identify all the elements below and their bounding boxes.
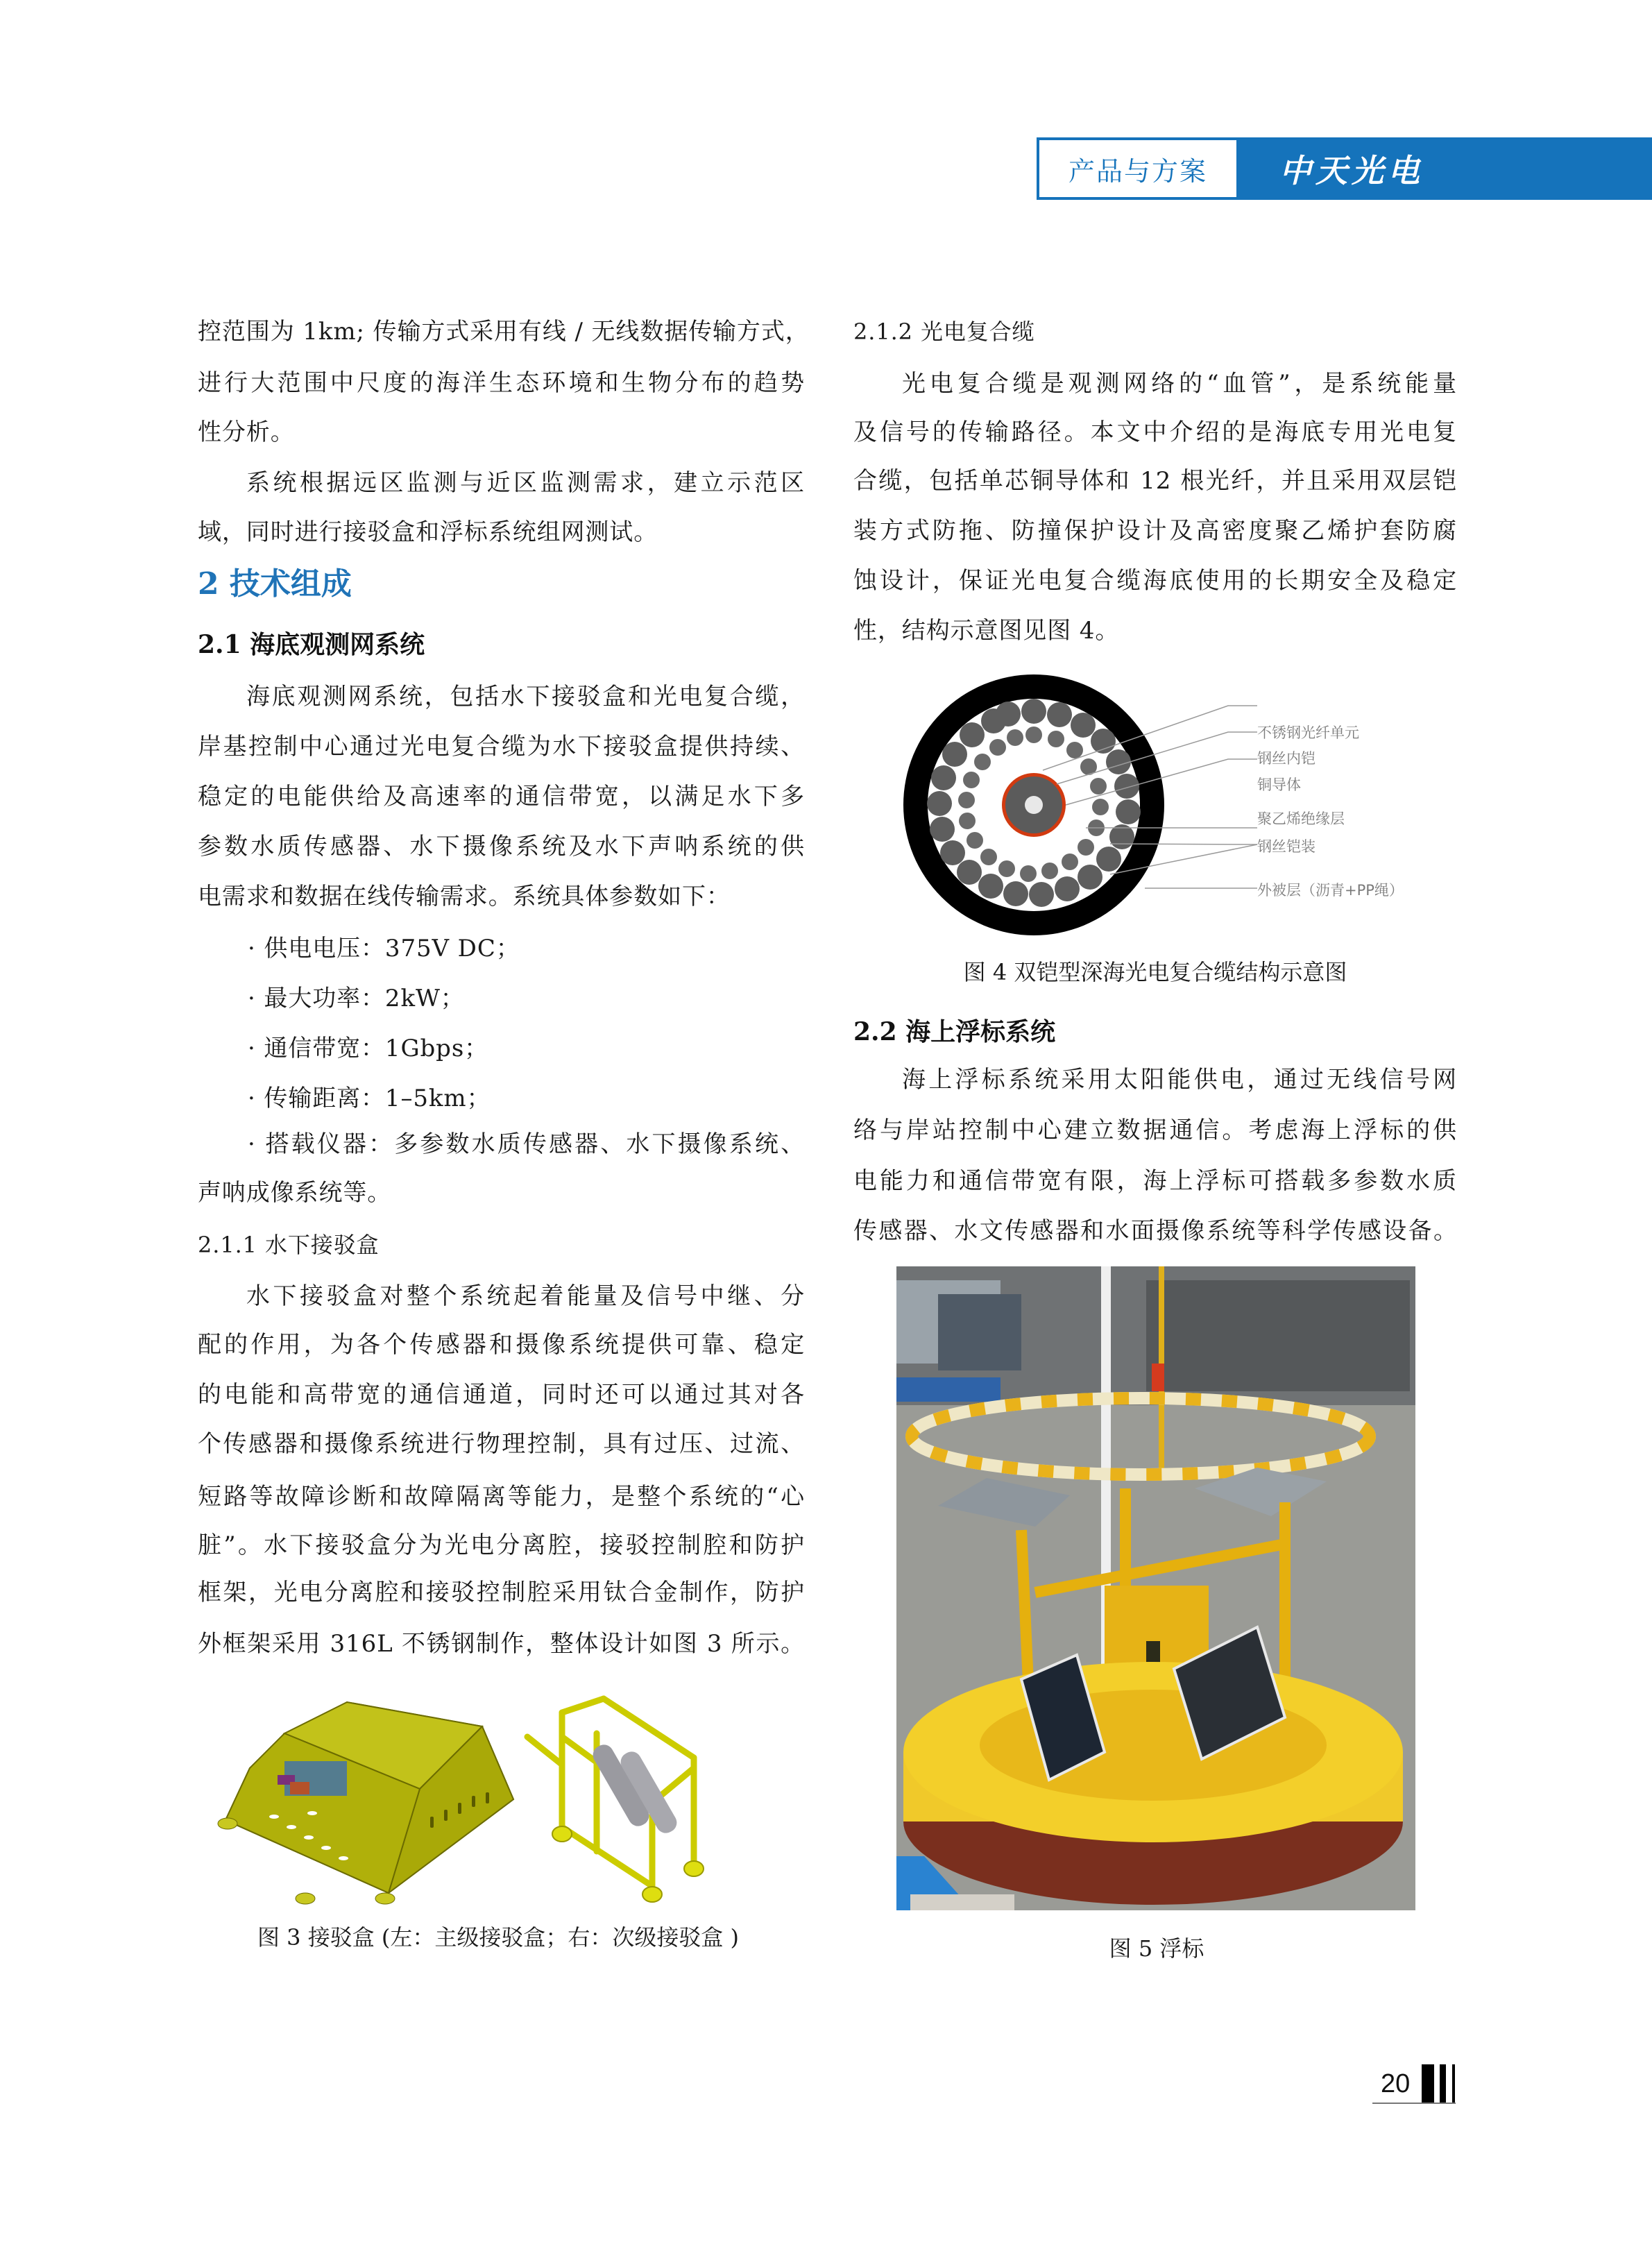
brand-logo-text: 中天光电	[1279, 152, 1424, 189]
paragraph-line: 参数水质传感器、水下摄像系统及水下声呐系统的供	[198, 833, 805, 860]
paragraph-line: 性分析。	[198, 418, 295, 446]
figure-4-label: 铜导体	[1257, 776, 1301, 793]
figure-3-caption: 图 3 接驳盒 (左：主级接驳盒；右：次级接驳盒 )	[257, 1924, 740, 1951]
figure-4-cable-cross-section	[895, 666, 1436, 944]
section-label: 产品与方案	[1068, 155, 1207, 187]
param-item-distance: · 传输距离：1–5km；	[248, 1085, 491, 1112]
subsubsection-heading: 2.1.1 水下接驳盒	[198, 1232, 380, 1258]
paragraph-line: 域，同时进行接驳盒和浮标系统组网测试。	[198, 518, 658, 546]
figure-4-caption: 图 4 双铠型深海光电复合缆结构示意图	[963, 959, 1347, 985]
figure-3-junction-box-image	[208, 1678, 763, 1907]
figure-4-label: 外被层（沥青+PP绳）	[1257, 882, 1404, 899]
paragraph-line: 的电能和高带宽的通信通道，同时还可以通过其对各	[198, 1381, 805, 1409]
param-item-bandwidth: · 通信带宽：1Gbps；	[248, 1035, 489, 1062]
paragraph-line: 传感器、水文传感器和水面摄像系统等科学传感设备。	[853, 1217, 1457, 1245]
paragraph-line: 外框架采用 316L 不锈钢制作，整体设计如图 3 所示。	[198, 1630, 805, 1658]
subsection-heading: 2.1 海底观测网系统	[198, 630, 425, 659]
paragraph-line: 框架，光电分离腔和接驳控制腔采用钛合金制作，防护	[198, 1579, 805, 1606]
paragraph-line: 水下接驳盒对整个系统起着能量及信号中继、分	[246, 1282, 805, 1310]
primary-junction-box-drawing	[218, 1702, 513, 1904]
page-mark-bar	[1452, 2064, 1455, 2104]
paragraph-line: 蚀设计，保证光电复合缆海底使用的长期安全及稳定	[853, 567, 1457, 595]
section-label-box	[1037, 137, 1239, 200]
paragraph-line: 海底观测网系统，包括水下接驳盒和光电复合缆，	[246, 683, 805, 711]
paragraph-line: 电能力和通信带宽有限，海上浮标可搭载多参数水质	[853, 1167, 1457, 1195]
paragraph-line: 个传感器和摄像系统进行物理控制，具有过压、过流、	[198, 1430, 805, 1458]
figure-5-caption: 图 5 浮标	[1109, 1935, 1204, 1962]
figure-4-label: 钢丝内铠	[1257, 750, 1315, 767]
param-item-power: · 最大功率：2kW；	[248, 985, 465, 1012]
paragraph-line: 稳定的电能供给及高速率的通信带宽，以满足水下多	[198, 783, 805, 810]
paragraph-line: 光电复合缆是观测网络的“血管”，是系统能量	[902, 370, 1457, 398]
figure-4-label: 不锈钢光纤单元	[1257, 724, 1359, 741]
paragraph-line: 电需求和数据在线传输需求。系统具体参数如下：	[198, 883, 731, 910]
paragraph-line: 及信号的传输路径。本文中介绍的是海底专用光电复	[853, 418, 1457, 446]
paragraph-line: 系统根据远区监测与近区监测需求，建立示范区	[246, 469, 805, 497]
page-number-rule	[1372, 2103, 1456, 2104]
paragraph-line: 声呐成像系统等。	[198, 1179, 392, 1207]
page-mark-bar	[1422, 2064, 1434, 2104]
subsubsection-heading: 2.1.2 光电复合缆	[853, 319, 1035, 345]
paragraph-line: 控范围为 1km; 传输方式采用有线 / 无线数据传输方式，	[198, 318, 810, 346]
paragraph-line: 海上浮标系统采用太阳能供电，通过无线信号网	[902, 1066, 1457, 1094]
figure-4-label: 钢丝铠装	[1257, 838, 1315, 855]
page-mark-bar	[1440, 2064, 1446, 2104]
figure-5-buoy-photo	[896, 1266, 1415, 1910]
subsection-heading: 2.2 海上浮标系统	[853, 1017, 1056, 1046]
paragraph-line: 性，结构示意图见图 4。	[853, 617, 1120, 645]
param-item-voltage: · 供电电压：375V DC；	[248, 935, 520, 962]
param-item-instruments: · 搭载仪器：多参数水质传感器、水下摄像系统、	[248, 1130, 805, 1158]
paragraph-line: 脏”。水下接驳盒分为光电分离腔，接驳控制腔和防护	[198, 1531, 805, 1559]
paragraph-line: 络与岸站控制中心建立数据通信。考虑海上浮标的供	[853, 1116, 1457, 1144]
paragraph-line: 合缆，包括单芯铜导体和 12 根光纤，并且采用双层铠	[853, 467, 1457, 495]
page-number: 20	[1381, 2069, 1411, 2098]
section-heading: 2 技术组成	[198, 566, 352, 602]
paragraph-line: 短路等故障诊断和故障隔离等能力，是整个系统的“心	[198, 1483, 805, 1511]
paragraph-line: 岸基控制中心通过光电复合缆为水下接驳盒提供持续、	[198, 733, 805, 761]
paragraph-line: 装方式防拖、防撞保护设计及高密度聚乙烯护套防腐	[853, 517, 1457, 545]
paragraph-line: 进行大范围中尺度的海洋生态环境和生物分布的趋势	[198, 369, 805, 397]
figure-4-label: 聚乙烯绝缘层	[1257, 810, 1345, 827]
paragraph-line: 配的作用，为各个传感器和摄像系统提供可靠、稳定	[198, 1331, 805, 1359]
brand-band	[1239, 137, 1652, 200]
secondary-junction-box-drawing	[527, 1699, 694, 1889]
